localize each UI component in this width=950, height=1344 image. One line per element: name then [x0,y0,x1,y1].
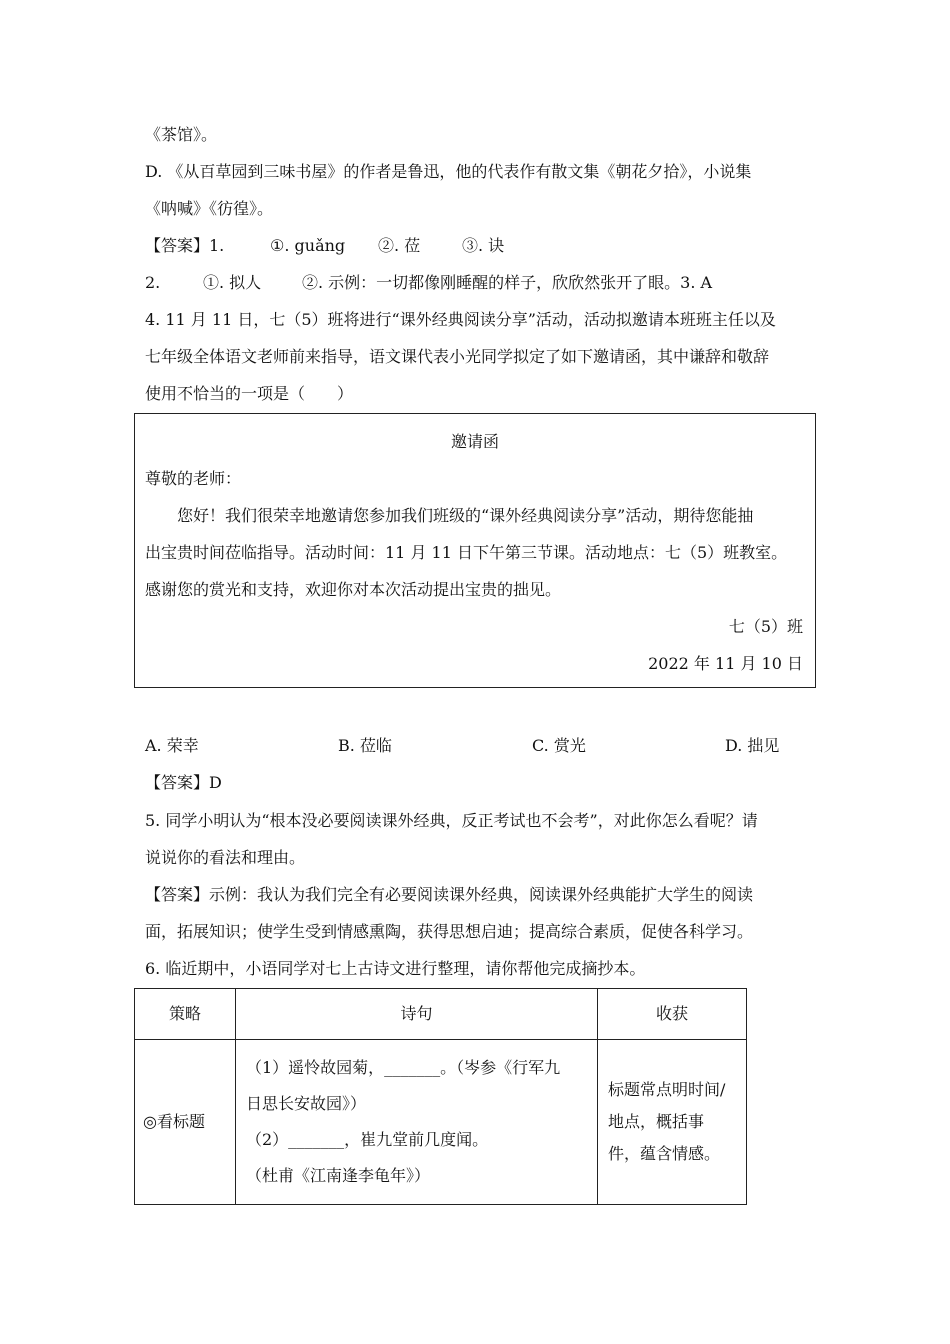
letter-title: 邀请函 [450,432,499,451]
option-c: C. 赏光 [532,736,586,755]
answer-item: ②. 莅 [378,236,421,255]
question-5-line: 5. 同学小明认为“根本没必要阅读课外经典，反正考试也不会考”，对此你怎么看呢？请 [145,811,758,830]
table-header-poem: 诗句 [236,989,598,1040]
harvest-line: 地点，概括事 [608,1112,705,1131]
letter-salutation: 尊敬的老师： [145,469,242,488]
answer-4: 【答案】D [145,773,222,792]
text-line: D. 《从百草园到三味书屋》的作者是鲁迅，他的代表作有散文集《朝花夕拾》，小说集 [145,162,752,181]
poem-cell [236,1040,598,1205]
harvest-line: 件，蕴含情感。 [608,1144,721,1163]
question-6: 6. 临近期中，小语同学对七上古诗文进行整理，请你帮他完成摘抄本。 [145,959,646,978]
option-d: D. 拙见 [725,736,780,755]
question-5-line: 说说你的看法和理由。 [145,848,306,867]
question-4-line: 使用不恰当的一项是（ ） [145,384,354,403]
excerpt-table [134,988,747,1205]
answer-5-line: 【答案】示例：我认为我们完全有必要阅读课外经典，阅读课外经典能扩大学生的阅读 [145,885,754,904]
answer-item: ①. guǎng [270,236,346,255]
table-header-strategy: 策略 [135,989,236,1040]
harvest-cell [598,1040,747,1205]
letter-signature: 七（5）班 [728,617,803,636]
answer-5-line: 面，拓展知识；使学生受到情感熏陶，获得思想启迪；提高综合素质，促使各科学习。 [145,922,754,941]
answer-number: 2. [145,273,161,292]
answer-label: 【答案】1. [145,236,225,255]
text-line: 《呐喊》《彷徨》。 [145,199,274,218]
answer-item: ②. 示例：一切都像刚睡醒的样子，欣欣然张开了眼。3. A [302,273,713,292]
invitation-letter-box [134,413,816,688]
question-4-line: 七年级全体语文老师前来指导，语文课代表小光同学拟定了如下邀请函，其中谦辞和敬辞 [145,347,770,366]
poem-line: 日思长安故园》） [246,1094,367,1113]
text-line: 《茶馆》。 [145,125,218,144]
letter-date: 2022 年 11 月 10 日 [648,654,803,673]
strategy-cell: ◎看标题 [135,1040,236,1205]
letter-body-line: 您好！我们很荣幸地邀请您参加我们班级的“课外经典阅读分享”活动，期待您能抽 [177,506,754,525]
letter-body-line: 出宝贵时间莅临指导。活动时间：11 月 11 日下午第三节课。活动地点：七（5）班教室。 [145,543,788,562]
option-a: A. 荣幸 [145,736,199,755]
poem-line: （1）遥怜故园菊，_______。（岑参《行军九 [246,1058,561,1077]
option-b: B. 莅临 [338,736,392,755]
poem-line: （杜甫《江南逢李龟年》） [246,1166,431,1185]
letter-body-line: 感谢您的赏光和支持，欢迎你对本次活动提出宝贵的拙见。 [145,580,562,599]
answer-item: ③. 诀 [462,236,505,255]
poem-line: （2）_______，崔九堂前几度闻。 [246,1130,489,1149]
harvest-line: 标题常点明时间/ [608,1080,726,1099]
table-header-harvest: 收获 [598,989,747,1040]
question-4-line: 4. 11 月 11 日，七（5）班将进行“课外经典阅读分享”活动，活动拟邀请本班班主任以及 [145,310,776,329]
answer-item: ①. 拟人 [203,273,262,292]
